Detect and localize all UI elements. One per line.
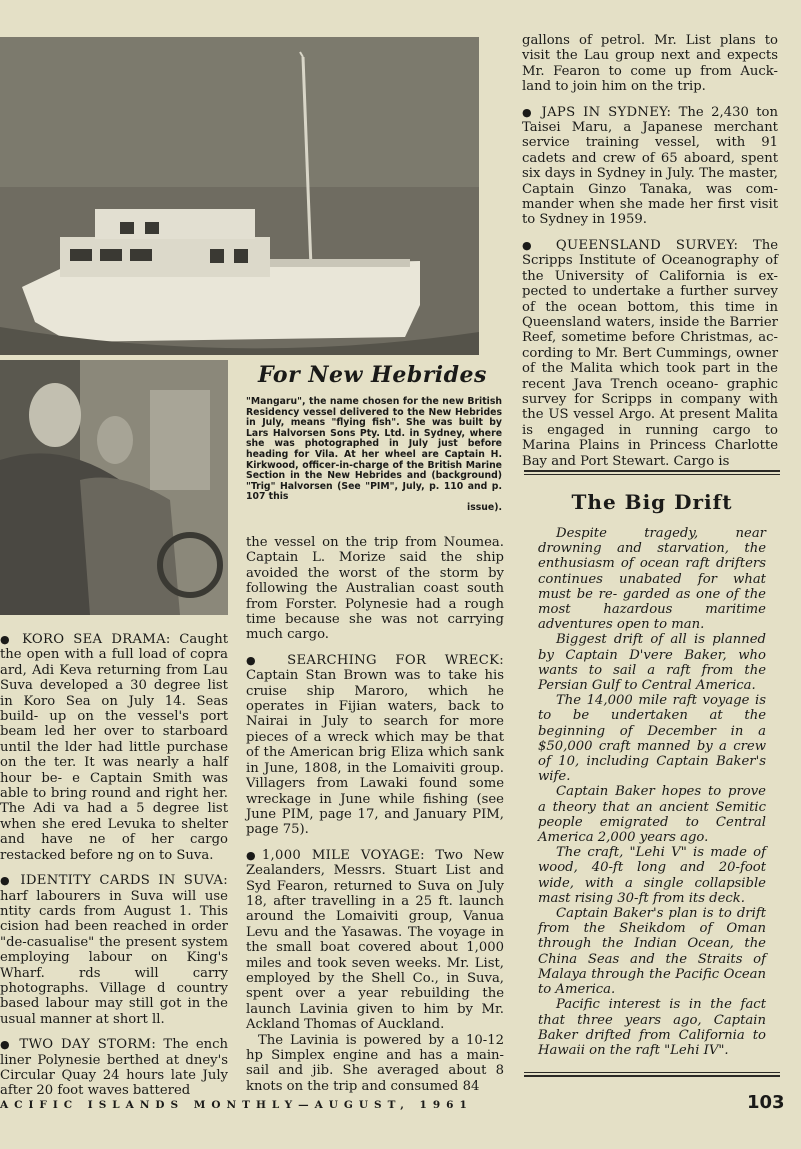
photo-caption-title: For New Hebrides [258, 362, 487, 388]
article-queensland-head: QUEENSLAND SURVEY: [555, 237, 739, 253]
article-wreck-head: SEARCHING FOR WRECK: [287, 652, 504, 668]
article-queensland-body: The Scripps Institute of Oceanography of the University of California is ex- pected to undertake a further survey of the ocean bottom, this time in Queensland waters, inside the Barrier Reef, sometime before Christmas, ac- cording to Mr. Bert Cummings, owner of the Malita which took part in the recent Java Trench oceano- graphic survey for Scripps in company with the US vessel Argo. At present Malita is engaged in running cargo to Marina Plains in Princess Charlotte Bay and Port Stewart. Cargo is [522, 237, 778, 469]
article-identity-body: harf labourers in Suva will use ntity cards from August 1. This cision had been reached in order "de-casualise" the present system employing labour on King's Wharf. rds will carry photographs. Village d country based labour may still got in the usual manner at short ll. [0, 888, 228, 1027]
portrait-photo [0, 360, 228, 615]
article-voyage-head: 1,000 MILE VOYAGE: [261, 847, 425, 863]
drift-paragraph: The craft, "Lehi V" is made of wood, 40-ft long and 20-foot wide, with a single collapsible mast rising 30-ft from its deck. [538, 845, 766, 906]
drift-bottom-rule [524, 1075, 780, 1077]
article-wreck: ● SEARCHING FOR WRECK: Captain Stan Brown was to take his cruise ship Maroro, which he operates in Fijian waters, back to Nairai in July to search for more pieces of a wreck which may be that of the American brig Eliza which sank in June, 1808, in the Lomaiviti group. Villagers from Lawaki found some wreckage in June while fishing (see June PIM, page 17, and January PIM, page 75). [246, 652, 504, 838]
middle-column [246, 535, 504, 1094]
drift-paragraph: Pacific interest is in the fact that three years ago, Captain Baker drifted from California to Hawaii on the raft "Lehi IV". [538, 997, 766, 1058]
article-japs-body: The 2,430 ton Taisei Maru, a Japanese merchant service training vessel, with 91 cadets and crew of 65 aboard, spent six days in Sydney in July. The master, Captain Ginzo Tanaka, was com- mander when she made her first visit to Sydney in 1959. [522, 104, 778, 228]
article-voyage-continued: gallons of petrol. Mr. List plans to visit the Lau group next and expects Mr. Fearon to come up from Auck- land to join him on the trip. [522, 33, 778, 95]
article-storm: ● TWO DAY STORM: The ench liner Polynesie berthed at dney's Circular Quay 24 hours late July after 20 foot waves battered [0, 1037, 228, 1099]
boat-photo-illustration [0, 37, 479, 355]
article-storm-body: The ench liner Polynesie berthed at dney's Circular Quay 24 hours late July after 20 foot waves battered [0, 1037, 228, 1099]
article-koro-head: KORO SEA DRAMA: [22, 632, 171, 647]
men-at-wheel-illustration [0, 360, 228, 615]
article-storm-continued: the vessel on the trip from Noumea. Captain L. Morize said the ship avoided the worst of the storm by following the Australian coast south from Forster. Polynesie had a rough time because she was not carrying much cargo. [246, 535, 504, 643]
drift-paragraph: The 14,000 mile raft voyage is to be undertaken at the beginning of December in a $50,000 craft manned by a crew of 10, including Captain Baker's wife. [538, 693, 766, 785]
page-number: 103 [747, 1092, 785, 1113]
article-storm-head: TWO DAY STORM: [19, 1037, 157, 1053]
photo-caption-text: "Mangaru", the name chosen for the new British Residency vessel delivered to the New Hebrides in July, means "flying fish". She was built by Lars Halvorsen Sons Pty. Ltd. in Sydney, where she was photographed in July just before heading for Vila. At her wheel are Captain H. Kirkwood, officer-in-charge of the British Marine Section in the New Hebrides and (background) "Trig" Halvorsen (See "PIM", July, p. 110 and p. 107 this [246, 396, 502, 503]
article-identity: ● IDENTITY CARDS IN SUVA: harf labourers in Suva will use ntity cards from August 1. This cision had been reached in order "de-casualise" the present system employing labour on King's Wharf. rds will carry photographs. Village d country based labour may still got in the usual manner at short ll. [0, 873, 228, 1027]
photo-caption [246, 397, 502, 514]
article-wreck-body: Captain Stan Brown was to take his cruise ship Maroro, which he operates in Fijian waters, back to Nairai in July to search for more pieces of a wreck which may be that of the American brig Eliza which sank in June, 1808, in the Lomaiviti group. Villagers from Lawaki found some wreckage in June while fishing (see June PIM, page 17, and January PIM, page 75). [246, 668, 504, 838]
drift-bottom-rule-thin [524, 1072, 780, 1073]
right-column [522, 33, 778, 479]
drift-paragraph: Captain Baker's plan is to drift from the Sheikdom of Oman through the Indian Ocean, the China Seas and the Straits of Malaya through the Pacific Ocean to America. [538, 906, 766, 998]
big-drift-text [538, 526, 766, 1058]
boat-photo [0, 37, 479, 355]
article-koro: ● KORO SEA DRAMA: Caught the open with a full load of copra ard, Adi Keva returning from Lau Suva developed a 30 degree list in Koro Sea on July 14. Seas build- up on the vessel's port beam led her over to starboard until the lder had little purchase on the ter. It was nearly a half hour be- e Captain Smith was able to bring round and right her. The Adi va had a 5 degree list when she ered Levuka to shelter and have ne of her cargo restacked before ng on to Suva. [0, 632, 228, 863]
article-koro-body: Caught the open with a full load of copra ard, Adi Keva returning from Lau Suva developed a 30 degree list in Koro Sea on July 14. Seas build- up on the vessel's port beam led her over to starboard until the lder had little purchase on the ter. It was nearly a half hour be- e Captain Smith was able to bring round and right her. The Adi va had a 5 degree list when she ered Levuka to shelter and have ne of her cargo restacked before ng on to Suva. [0, 632, 228, 863]
running-footer: ACIFIC ISLANDS MONTHLY—AUGUST, 1961 [0, 1099, 473, 1111]
big-drift-title: The Big Drift [571, 490, 733, 514]
article-identity-head: IDENTITY CARDS IN SUVA: [20, 873, 228, 889]
article-voyage: ●1,000 MILE VOYAGE: Two New Zealanders, Messrs. Stuart List and Syd Fearon, returned to Suva on July 18, after travelling in a 25 ft. launch around the Lomaiviti group, Vanua Levu and the Yasawas. The voyage in the small boat covered about 1,000 miles and took seven weeks. Mr. List, employed by the Shell Co., in Suva, spent over a year rebuilding the launch Lavinia given to him by Mr. Ackland Thomas of Auckland. [246, 847, 504, 1033]
drift-paragraph: Biggest drift of all is planned by Captain D'vere Baker, who wants to sail a raft from the Persian Gulf to Central America. [538, 632, 766, 694]
article-voyage-lavinia: The Lavinia is powered by a 10-12 hp Simplex engine and has a main- sail and jib. She averaged about 8 knots on the trip and consumed 84 [246, 1032, 504, 1094]
article-voyage-body: Two New Zealanders, Messrs. Stuart List and Syd Fearon, returned to Suva on July 18, after travelling in a 25 ft. launch around the Lomaiviti group, Vanua Levu and the Yasawas. The voyage in the small boat covered about 1,000 miles and took seven weeks. Mr. List, employed by the Shell Co., in Suva, spent over a year rebuilding the launch Lavinia given to him by Mr. Ackland Thomas of Auckland. [246, 847, 504, 1033]
photo-caption-end: issue). [467, 501, 502, 513]
article-japs: ● JAPS IN SYDNEY: The 2,430 ton Taisei Maru, a Japanese merchant service training vessel, with 91 cadets and crew of 65 aboard, spent six days in Sydney in July. The master, Captain Ginzo Tanaka, was com- mander when she made her first visit to Sydney in 1959. [522, 104, 778, 228]
left-column [0, 632, 228, 1109]
drift-top-rule-thin [524, 474, 780, 475]
article-queensland: ● QUEENSLAND SURVEY: The Scripps Institute of Oceanography of the University of California is ex- pected to undertake a further survey of the ocean bottom, this time in Queensland waters, inside the Barrier Reef, sometime before Christmas, ac- cording to Mr. Bert Cummings, owner of the Malita which took part in the recent Java Trench oceano- graphic survey for Scripps in company with the US vessel Argo. At present Malita is engaged in running cargo to Marina Plains in Princess Charlotte Bay and Port Stewart. Cargo is [522, 237, 778, 469]
drift-top-rule [524, 470, 780, 472]
drift-paragraph: Captain Baker hopes to prove a theory that an ancient Semitic people emigrated to Central America 2,000 years ago. [538, 784, 766, 846]
drift-paragraph: Despite tragedy, near drowning and starvation, the enthusiasm of ocean raft drifters continues unabated for what must be re- garded as one of the most hazardous maritime adventures open to man. [538, 526, 766, 633]
article-japs-head: JAPS IN SYDNEY: [541, 104, 672, 120]
